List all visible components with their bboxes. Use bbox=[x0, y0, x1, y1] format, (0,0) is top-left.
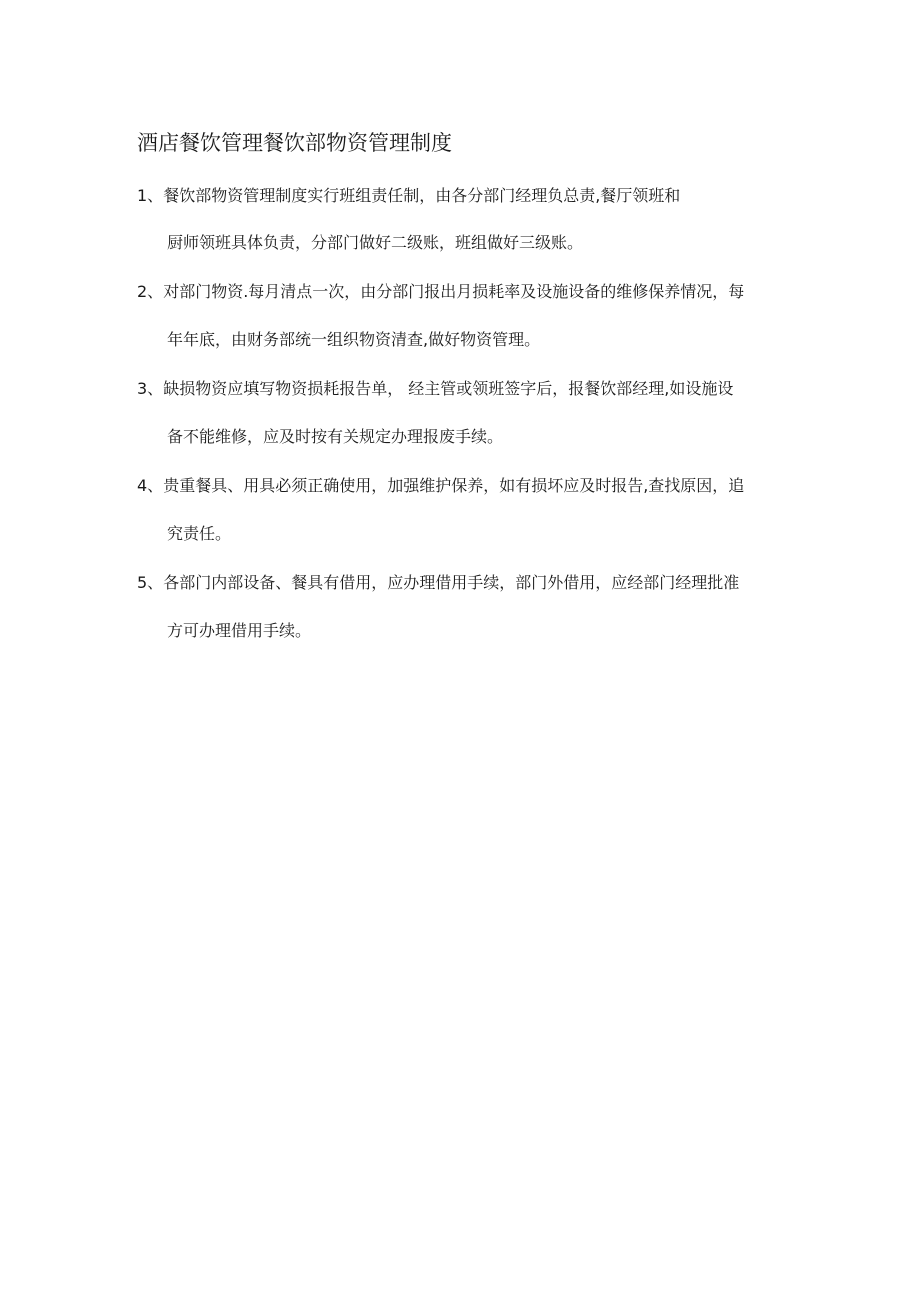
list-item-1-line-1 bbox=[137, 185, 680, 207]
list-item-2-text: 对部门物资.每月清点一次，由分部门报出月损耗率及设施设备的维修保养情况，每 bbox=[163, 282, 745, 301]
list-item-4-number: 4、 bbox=[137, 476, 164, 495]
list-item-3-number: 3、 bbox=[137, 379, 164, 398]
list-item-1-line-2: 厨师领班具体负责，分部门做好二级账，班组做好三级账。 bbox=[167, 233, 584, 252]
list-item-3-line-2: 备不能维修，应及时按有关规定办理报废手续。 bbox=[167, 427, 504, 446]
list-item-2-line-1 bbox=[137, 281, 744, 303]
list-item-3-text: 缺损物资应填写物资损耗报告单， 经主管或领班签字后，报餐饮部经理,如设施设 bbox=[163, 379, 734, 398]
list-item-4-text: 贵重餐具、用具必须正确使用，加强维护保养，如有损坏应及时报告,查找原因，追 bbox=[163, 476, 745, 495]
list-item-1-text: 餐饮部物资管理制度实行班组责任制，由各分部门经理负总责,餐厅领班和 bbox=[163, 186, 681, 205]
list-item-4-line-2: 究责任。 bbox=[167, 524, 232, 543]
list-item-3-line-1 bbox=[137, 378, 733, 400]
list-item-5-number: 5、 bbox=[137, 573, 164, 592]
list-item-2-number: 2、 bbox=[137, 282, 164, 301]
list-item-5-text: 各部门内部设备、餐具有借用，应办理借用手续，部门外借用，应经部门经理批准 bbox=[163, 573, 740, 592]
document-title: 酒店餐饮管理餐饮部物资管理制度 bbox=[137, 131, 452, 155]
list-item-4-line-1 bbox=[137, 475, 744, 497]
list-item-1-number: 1、 bbox=[137, 186, 164, 205]
list-item-5-line-2: 方可办理借用手续。 bbox=[167, 621, 312, 640]
list-item-5-line-1 bbox=[137, 572, 739, 594]
list-item-2-line-2: 年年底，由财务部统一组织物资清查,做好物资管理。 bbox=[167, 330, 541, 349]
